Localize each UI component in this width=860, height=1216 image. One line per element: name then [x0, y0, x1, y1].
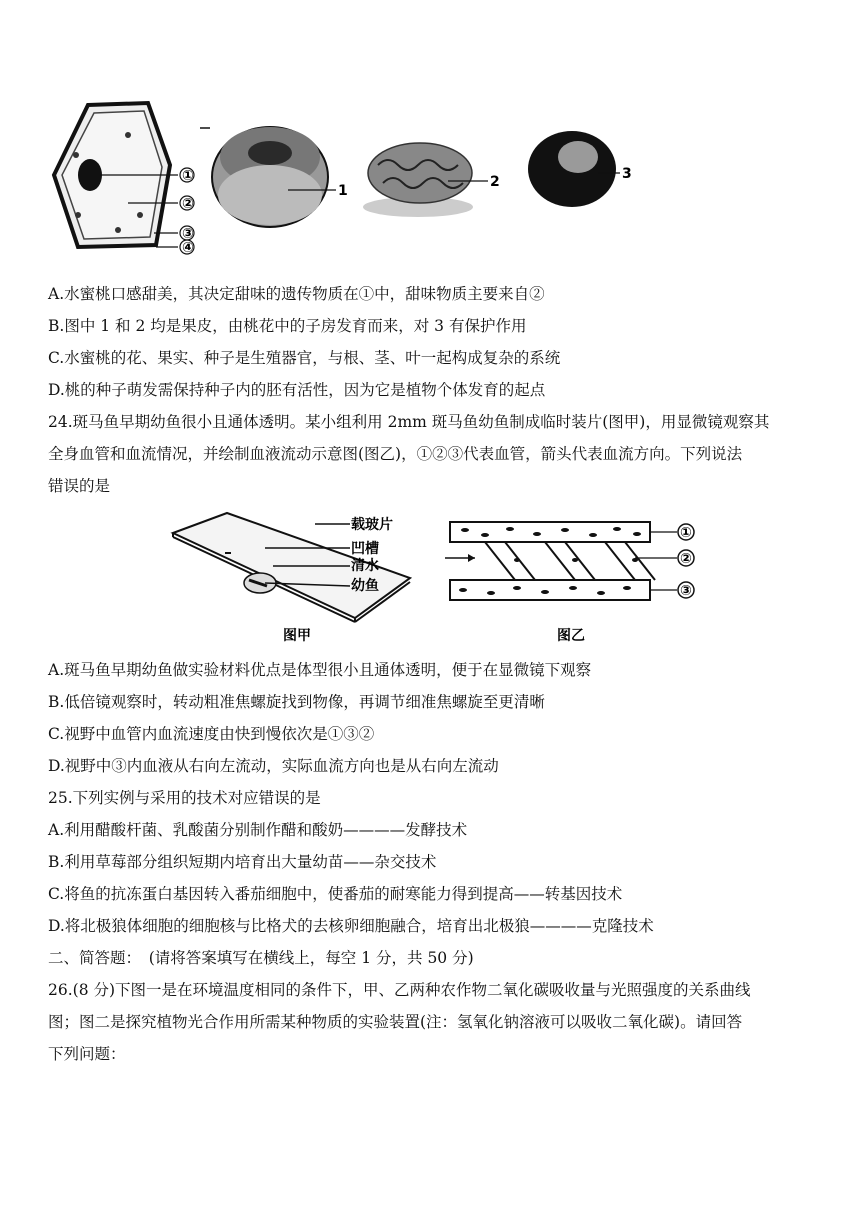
q24-stem-line-3: 错误的是: [48, 477, 111, 495]
q25-option-d: D.将北极狼体细胞的细胞核与比格犬的去核卵细胞融合，培育出北极狼————克隆技术: [48, 917, 654, 935]
q23-option-a: A.水蜜桃口感甜美，其决定甜味的遗传物质在①中，甜味物质主要来自②: [48, 285, 545, 303]
q23-option-c: C.水蜜桃的花、果实、种子是生殖器官，与根、茎、叶一起构成复杂的系统: [48, 349, 561, 367]
q25-option-c: C.将鱼的抗冻蛋白基因转入番茄细胞中，使番茄的耐寒能力得到提高——转基因技术: [48, 885, 623, 903]
groove-label: 凹槽: [351, 541, 379, 557]
figure-yi-caption: 图乙: [557, 628, 585, 644]
q25-stem: 25.下列实例与采用的技术对应错误的是: [48, 789, 321, 807]
vessel-label-1: ①: [680, 525, 692, 541]
zebrafish-figure: [165, 508, 705, 648]
vessel-label-2: ②: [680, 551, 692, 567]
water-label: 清水: [351, 558, 379, 574]
q25-option-a: A.利用醋酸杆菌、乳酸菌分别制作醋和酸奶————发酵技术: [48, 821, 468, 839]
cell-label-4: ④: [182, 240, 194, 255]
q23-option-d: D.桃的种子萌发需保持种子内的胚有活性，因为它是植物个体发育的起点: [48, 381, 546, 399]
slide-label: 载玻片: [351, 517, 393, 533]
peach-pit-diagram: [363, 143, 488, 217]
q25-option-b: B.利用草莓部分组织短期内培育出大量幼苗——杂交技术: [48, 853, 437, 871]
peach-half-diagram: [212, 127, 336, 227]
figure-jia-caption: 图甲: [283, 628, 311, 644]
q24-stem-line-1: 24.斑马鱼早期幼鱼很小且通体透明。某小组利用 2mm 斑马鱼幼鱼制成临时装片(图甲)，用显微镜观察其: [48, 413, 770, 431]
q26-stem-line-3: 下列问题：: [48, 1045, 126, 1063]
q23-option-b: B.图中 1 和 2 均是果皮，由桃花中的子房发育而来，对 3 有保护作用: [48, 317, 527, 335]
peach-label-1: 1: [338, 183, 348, 199]
q24-stem-line-2: 全身血管和血流情况，并绘制血液流动示意图(图乙)，①②③代表血管，箭头代表血流方向。下列说法: [48, 445, 743, 463]
fish-label: 幼鱼: [351, 578, 379, 594]
q24-option-d: D.视野中③内血液从右向左流动，实际血流方向也是从右向左流动: [48, 757, 499, 775]
plant-cell-diagram: [54, 103, 194, 254]
blood-flow-diagram: [445, 522, 694, 600]
cell-label-2: ②: [182, 196, 194, 212]
peach-label-2: 2: [490, 174, 500, 190]
cell-label-3: ③: [182, 226, 194, 242]
vessel-label-3: ③: [680, 583, 692, 599]
q26-stem-line-2: 图；图二是探究植物光合作用所需某种物质的实验装置(注：氢氧化钠溶液可以吸收二氧化碳)。请回答: [48, 1013, 743, 1031]
q24-option-a: A.斑马鱼早期幼鱼做实验材料优点是体型很小且通体透明，便于在显微镜下观察: [48, 661, 592, 679]
peach-seed-diagram: [528, 131, 620, 207]
seed-label-3: 3: [622, 166, 632, 182]
cell-label-1: ①: [182, 168, 194, 184]
q24-option-b: B.低倍镜观察时，转动粗准焦螺旋找到物像，再调节细准焦螺旋至更清晰: [48, 693, 545, 711]
q24-option-c: C.视野中血管内血流速度由快到慢依次是①③②: [48, 725, 375, 743]
section-2-heading: 二、简答题： (请将答案填写在横线上，每空 1 分，共 50 分): [48, 949, 474, 967]
q26-stem-line-1: 26.(8 分)下图一是在环境温度相同的条件下，甲、乙两种农作物二氧化碳吸收量与光照强度的关系曲线: [48, 981, 751, 999]
plant-peach-figure: [48, 95, 648, 255]
